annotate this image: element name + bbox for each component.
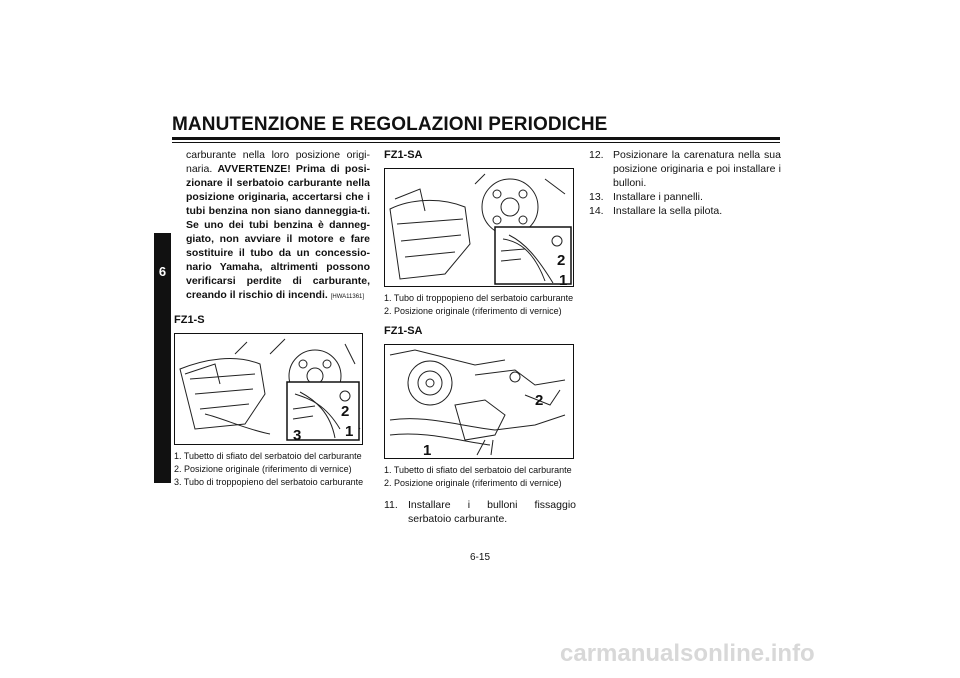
header-rule-thin (172, 142, 780, 143)
figure-heading-fz1s: FZ1-S (174, 314, 205, 326)
step-11 (384, 498, 576, 526)
step-13 (589, 190, 781, 204)
header-rule-thick (172, 137, 780, 140)
callout-1: 1 (423, 442, 432, 458)
step-text: Installare i pannelli. (613, 191, 703, 203)
warning-paragraph (174, 148, 370, 304)
column-1 (174, 148, 370, 489)
callout-2: 2 (341, 403, 350, 420)
callout-2: 2 (557, 252, 566, 269)
warning-text: AVVERTENZE! Prima di posi-zionare il serbatoio carburante nella posizione originaria, accertarsi che i tubi benzina non siano danneggia-ti. Se uno dei tubi benzina è danneg-giato, non avviare il motore e fare sostituire il tubo da un concessio-nario Yamaha, altrimenti possono verificarsi perdite di carburante, creando il rischio di incendi. (186, 163, 370, 301)
page-title: MANUTENZIONE E REGOLAZIONI PERIODICHE (172, 114, 608, 135)
figure-heading-fz1sa-1: FZ1-SA (384, 149, 423, 161)
figure-fz1s (174, 333, 363, 445)
step-14 (589, 204, 781, 218)
caption-item: 2. Posizione originale (riferimento di vernice) (384, 478, 562, 488)
column-3 (589, 148, 781, 218)
figure-captions-fz1s (174, 450, 370, 489)
caption-item: 3. Tubo di troppopieno del serbatoio carburante (174, 477, 364, 487)
figure-fz1sa-2 (384, 344, 574, 459)
step-text: Posizionare la carenatura nella sua posizione originaria e poi installare i bulloni. (613, 149, 781, 189)
callout-3: 3 (293, 427, 302, 444)
caption-item: 1. Tubetto di sfiato del serbatoio del carburante (384, 465, 572, 475)
intro-text: carburante nella loro posizione origi-naria. (186, 149, 370, 175)
watermark: carmanualsonline.info (560, 640, 815, 667)
engine-illustration (175, 334, 362, 444)
callout-2: 2 (535, 392, 544, 409)
engine-illustration (385, 345, 573, 458)
step-number: 13. (589, 191, 604, 203)
callout-1: 1 (345, 423, 354, 440)
chapter-tab-number: 6 (158, 264, 167, 279)
warning-code: [HWA11361] (330, 294, 365, 300)
page-number: 6-15 (469, 552, 490, 563)
column-2 (384, 148, 576, 526)
caption-item: 1. Tubetto di sfiato del serbatoio del carburante (174, 451, 362, 461)
caption-item: 2. Posizione originale (riferimento di vernice) (174, 464, 352, 474)
step-text: Installare i bulloni fissaggio serbatoio carburante. (408, 499, 576, 525)
caption-item: 2. Posizione originale (riferimento di vernice) (384, 306, 562, 316)
step-text: Installare la sella pilota. (613, 205, 723, 217)
engine-illustration (385, 169, 573, 286)
step-number: 11. (384, 499, 398, 511)
figure-fz1sa-1 (384, 168, 574, 287)
step-number: 14. (589, 205, 604, 217)
figure-captions-fz1sa-1 (384, 292, 576, 318)
callout-1: 1 (559, 272, 568, 286)
step-number: 12. (589, 149, 604, 161)
caption-item: 1. Tubo di troppopieno del serbatoio carburante (384, 293, 574, 303)
figure-heading-fz1sa-2: FZ1-SA (384, 325, 423, 337)
step-12 (589, 148, 781, 190)
figure-captions-fz1sa-2 (384, 464, 576, 490)
